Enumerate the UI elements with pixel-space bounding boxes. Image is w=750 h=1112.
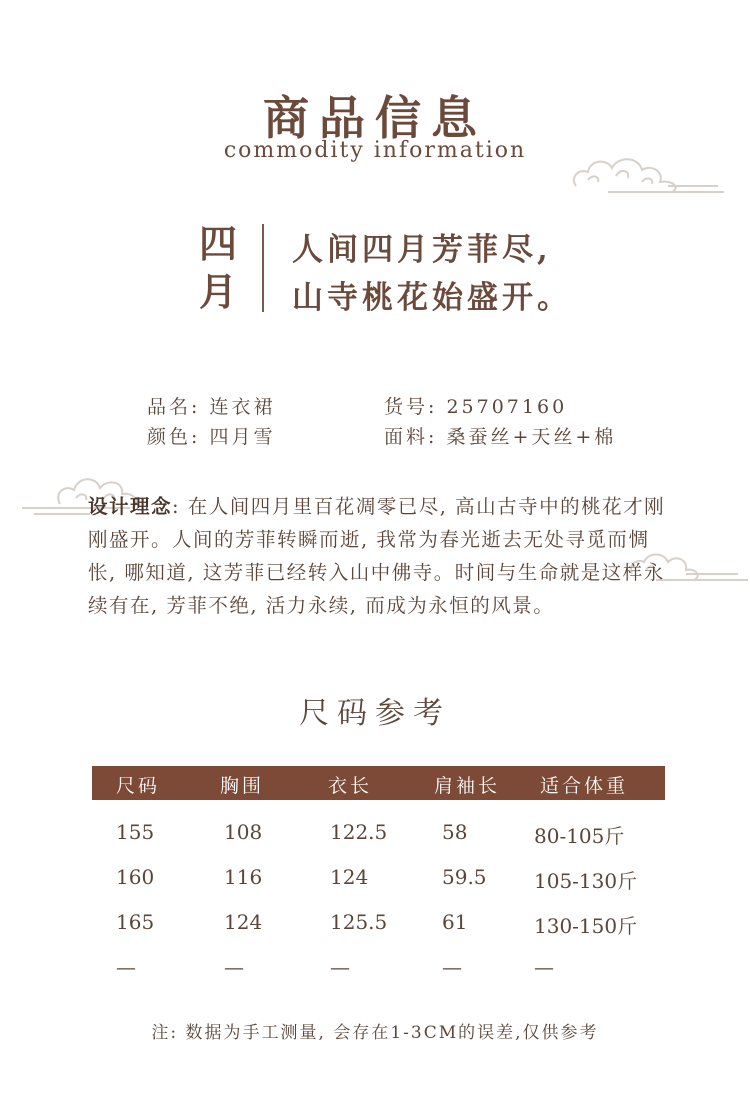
size-section-title: 尺码参考 — [299, 696, 451, 731]
info-sku-label: 货号: — [384, 396, 438, 418]
table-cell: — — [116, 955, 136, 979]
info-name-label: 品名: — [147, 396, 201, 418]
table-cell: 124 — [330, 865, 369, 889]
info-name — [147, 392, 275, 419]
table-cell: 165 — [116, 910, 155, 934]
table-cell: 59.5 — [442, 865, 487, 889]
table-header-cell: 衣长 — [328, 775, 373, 797]
table-cell: 160 — [116, 865, 155, 889]
info-fabric — [384, 422, 616, 449]
table-header-cell: 尺码 — [116, 775, 161, 797]
table-cell: 105-130斤 — [534, 869, 638, 893]
month-char: 四 — [198, 221, 237, 266]
info-fabric-value: 桑蚕丝+天丝+棉 — [446, 426, 617, 448]
design-text: : 在人间四月里百花凋零已尽, 高山古寺中的桃花才刚刚盛开。人间的芳菲转瞬而逝, 我常为春光逝去无处寻觅而惆怅, 哪知道, 这芳菲已经转入山中佛寺。时间与生命就是这样永续有在, 芳菲不绝, 活力永续, 而成为永恒的风景。 — [88, 495, 666, 617]
month-char: 月 — [198, 269, 237, 314]
table-header-cell: 适合体重 — [540, 775, 629, 797]
measurement-note: 注: 数据为手工测量, 会存在1-3CM的误差,仅供参考 — [151, 1023, 599, 1043]
table-cell: — — [224, 955, 244, 979]
info-color — [147, 422, 275, 449]
info-fabric-label: 面料: — [384, 426, 438, 448]
cloud-icon — [568, 148, 728, 198]
table-cell: — — [534, 955, 554, 979]
table-cell: — — [330, 955, 350, 979]
table-row — [92, 820, 665, 850]
poem-line: 人间四月芳菲尽, — [292, 232, 552, 268]
design-concept — [88, 490, 678, 622]
table-cell: — — [442, 955, 462, 979]
table-row — [92, 865, 665, 895]
table-cell: 116 — [224, 865, 263, 889]
page-title: 商品信息 — [263, 91, 487, 145]
table-cell: 80-105斤 — [534, 824, 625, 848]
table-cell: 61 — [442, 910, 468, 934]
table-cell: 124 — [224, 910, 263, 934]
table-header-cell: 肩袖长 — [434, 775, 501, 797]
table-cell: 122.5 — [330, 820, 388, 844]
design-label: 设计理念 — [88, 495, 173, 518]
table-header-cell: 胸围 — [220, 775, 265, 797]
info-sku-value: 25707160 — [446, 396, 568, 418]
table-cell: 155 — [116, 820, 155, 844]
table-row — [92, 910, 665, 940]
size-table-body — [92, 820, 665, 990]
table-cell: 108 — [224, 820, 263, 844]
info-color-label: 颜色: — [147, 426, 201, 448]
size-table-header — [92, 766, 665, 800]
table-cell: 125.5 — [330, 910, 388, 934]
info-sku — [384, 392, 567, 419]
page-subtitle: commodity information — [223, 138, 527, 163]
table-row — [92, 955, 665, 985]
table-cell: 130-150斤 — [534, 914, 638, 938]
info-name-value: 连衣裙 — [209, 396, 276, 418]
table-cell: 58 — [442, 820, 468, 844]
poem-divider — [262, 224, 264, 312]
info-color-value: 四月雪 — [209, 426, 276, 448]
vertical-month — [196, 220, 240, 316]
poem-line: 山寺桃花始盛开。 — [292, 280, 572, 316]
